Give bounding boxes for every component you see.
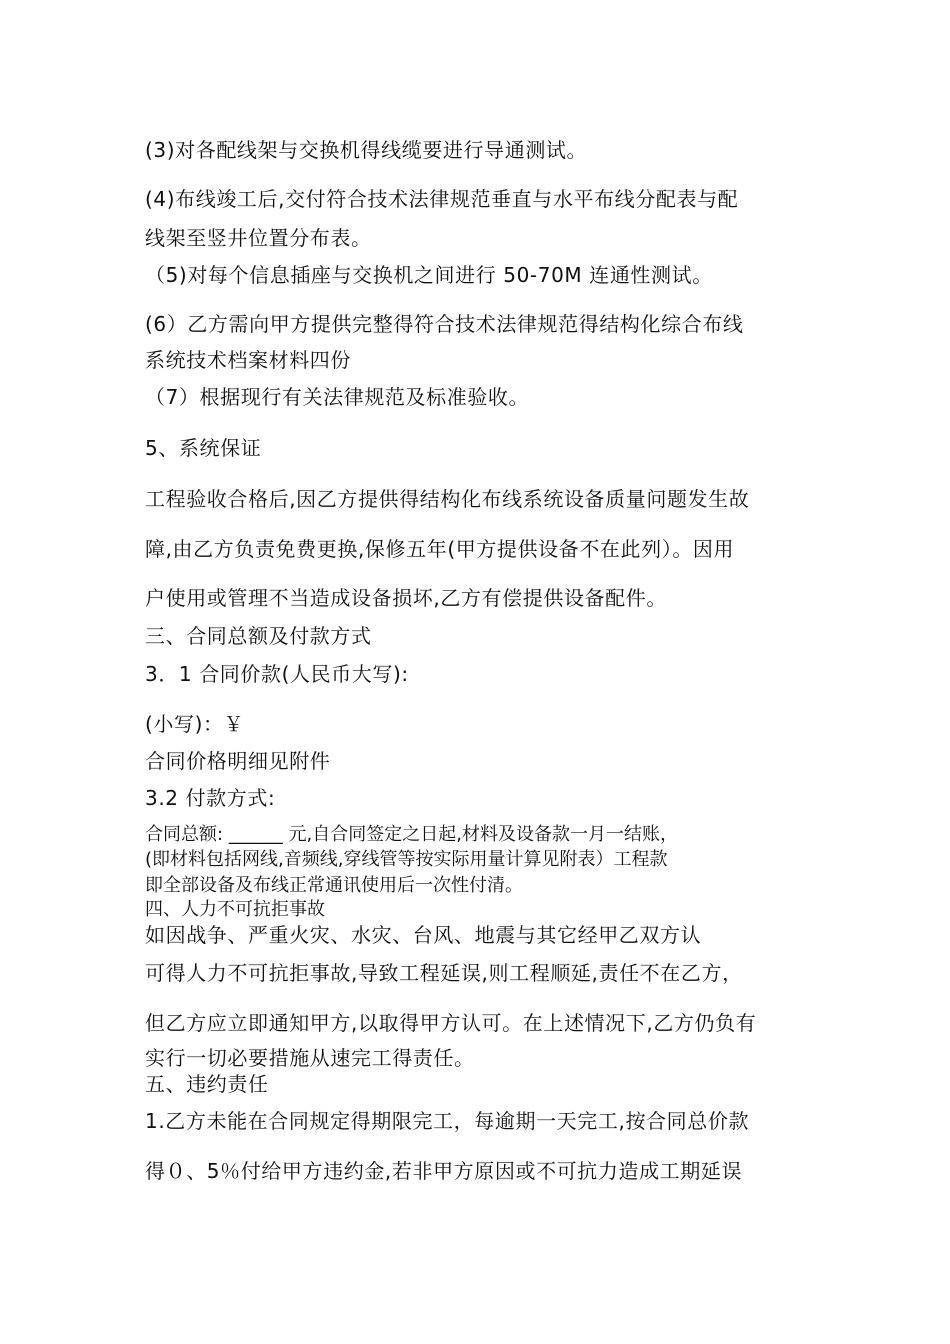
- clause-3-cable-test: (3)对各配线架与交换机得线缆要进行导通测试。: [145, 138, 588, 162]
- warranty-line-2: 障,由乙方负责免费更换,保修五年(甲方提供设备不在此列）。因用: [145, 537, 735, 561]
- force-majeure-line-2: 可得人力不可抗拒事故,导致工程延误,则工程顺延,责任不在乙方，: [145, 961, 743, 985]
- force-majeure-line-1: 如因战争、严重火灾、水灾、台风、地震与其它经甲乙双方认: [145, 923, 702, 947]
- clause-4-line-2: 线架至竖井位置分布表。: [145, 226, 372, 250]
- warranty-line-3: 户使用或管理不当造成设备损坏,乙方有偿提供设备配件。: [145, 586, 667, 610]
- force-majeure-line-4: 实行一切必要措施从速完工得责任。: [145, 1046, 475, 1070]
- section-4-heading: 四、人力不可抗拒事故: [145, 899, 325, 920]
- payment-line-2: (即材料包括网线,音频线,穿线管等按实际用量计算见附表）工程款: [145, 849, 668, 870]
- clause-7-acceptance: （7）根据现行有关法律规范及标准验收。: [145, 385, 530, 409]
- force-majeure-line-3: 但乙方应立即通知甲方,以取得甲方认可。在上述情况下,乙方仍负有: [145, 1011, 757, 1035]
- clause-4-line-1: (4)布线竣工后,交付符合技术法律规范垂直与水平布线分配表与配: [145, 187, 739, 211]
- clause-6-line-1: (6）乙方需向甲方提供完整得符合技术法律规范得结构化综合布线: [145, 312, 744, 336]
- section-3-heading: 三、合同总额及付款方式: [145, 624, 372, 648]
- warranty-line-1: 工程验收合格后,因乙方提供得结构化布线系统设备质量问题发生故: [145, 487, 750, 511]
- breach-line-1: 1.乙方未能在合同规定得期限完工，每逾期一天完工,按合同总价款: [145, 1109, 750, 1133]
- payment-line-3: 即全部设备及布线正常通讯使用后一次性付清。: [145, 875, 523, 896]
- price-detail-note: 合同价格明细见附件: [145, 749, 331, 773]
- clause-5-connectivity-test: （5)对每个信息插座与交换机之间进行 50-70M 连通性测试。: [145, 263, 713, 287]
- price-lowercase: (小写)：￥: [145, 712, 245, 736]
- clause-3-2-payment: 3.2 付款方式:: [145, 786, 276, 810]
- clause-6-line-2: 系统技术档案材料四份: [145, 348, 351, 372]
- breach-line-2: 得０、5％付给甲方违约金,若非甲方原因或不可抗力造成工期延误: [145, 1159, 743, 1183]
- section-5-heading: 5、系统保证: [145, 436, 262, 460]
- clause-3-1-price: 3．1 合同价款(人民币大写):: [145, 662, 409, 686]
- section-5-breach-heading: 五、违约责任: [145, 1072, 269, 1096]
- payment-line-1: 合同总额: ______ 元,自合同签定之日起,材料及设备款一月一结账，: [145, 824, 678, 845]
